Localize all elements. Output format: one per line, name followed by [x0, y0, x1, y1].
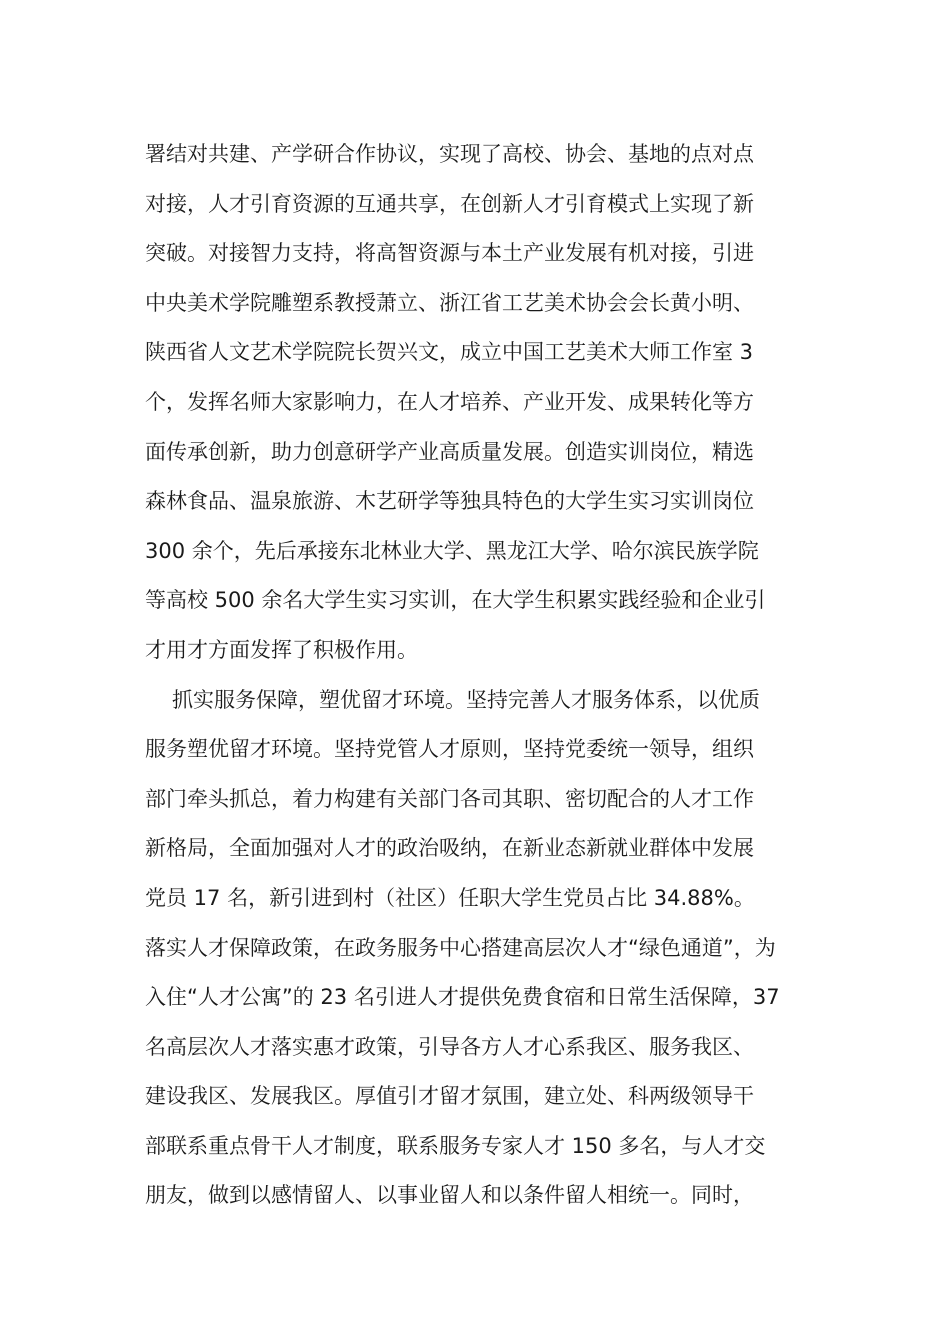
- text-line: 才用才方面发挥了积极作用。: [145, 637, 418, 662]
- text-line: 落实人才保障政策，在政务服务中心搭建高层次人才“绿色通道”，为: [145, 935, 776, 960]
- text-line: 部联系重点骨干人才制度，联系服务专家人才 150 多名，与人才交: [145, 1133, 766, 1158]
- text-line: 森林食品、温泉旅游、木艺研学等独具特色的大学生实习实训岗位: [145, 489, 754, 514]
- paragraph-first-line: 抓实服务保障，塑优留才环境。坚持完善人才服务体系，以优质: [172, 687, 760, 712]
- text-line: 部门牵头抓总，着力构建有关部门各司其职、密切配合的人才工作: [145, 786, 754, 811]
- text-line: 服务塑优留才环境。坚持党管人才原则，坚持党委统一领导，组织: [145, 737, 754, 762]
- text-line: 中央美术学院雕塑系教授萧立、浙江省工艺美术协会会长黄小明、: [145, 290, 754, 315]
- text-line: 面传承创新，助力创意研学产业高质量发展。创造实训岗位，精选: [145, 439, 754, 464]
- text-line: 个，发挥名师大家影响力，在人才培养、产业开发、成果转化等方: [145, 389, 754, 414]
- text-line: 300 余个，先后承接东北林业大学、黑龙江大学、哈尔滨民族学院: [145, 538, 759, 563]
- text-line: 建设我区、发展我区。厚值引才留才氛围，建立处、科两级领导干: [145, 1084, 754, 1109]
- text-line: 朋友，做到以感情留人、以事业留人和以条件留人相统一。同时，: [145, 1183, 754, 1208]
- text-line: 陕西省人文艺术学院院长贺兴文，成立中国工艺美术大师工作室 3: [145, 340, 754, 365]
- text-line: 对接，人才引育资源的互通共享，在创新人才引育模式上实现了新: [145, 191, 754, 216]
- text-line: 等高校 500 余名大学生实习实训，在大学生积累实践经验和企业引: [145, 588, 766, 613]
- text-line: 党员 17 名，新引进到村（社区）任职大学生党员占比 34.88%。: [145, 885, 755, 910]
- body-text: [145, 130, 815, 1221]
- text-line: 入住“人才公寓”的 23 名引进人才提供免费食宿和日常生活保障，37: [145, 985, 780, 1010]
- text-line: 突破。对接智力支持，将高智资源与本土产业发展有机对接，引进: [145, 241, 754, 266]
- text-line: 名高层次人才落实惠才政策，引导各方人才心系我区、服务我区、: [145, 1034, 754, 1059]
- text-line: 新格局，全面加强对人才的政治吸纳，在新业态新就业群体中发展: [145, 836, 754, 861]
- text-line: 署结对共建、产学研合作协议，实现了高校、协会、基地的点对点: [145, 142, 754, 166]
